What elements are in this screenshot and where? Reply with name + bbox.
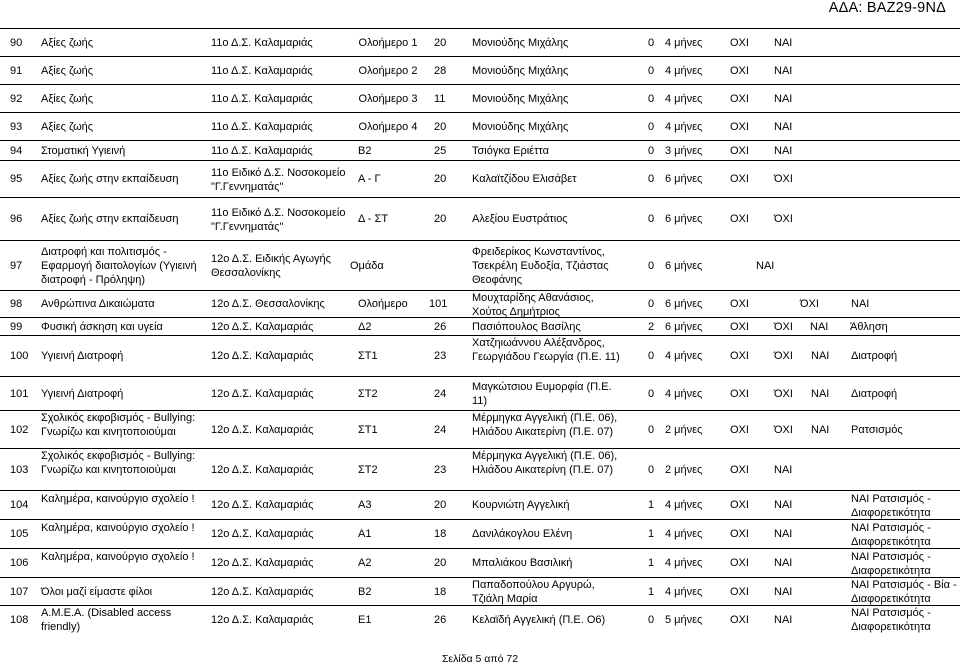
- cell-teacher: Πασιόπουλος Βασίλης: [472, 320, 581, 333]
- cell-teacher: Παπαδοπούλου Αργυρώ, Τζιάλη Μαρία: [472, 579, 595, 605]
- cell-dur: 4 μήνες: [665, 387, 703, 400]
- cell-num: 104: [10, 499, 29, 511]
- cell-f2: ΟΧΙ: [730, 613, 749, 626]
- cell-school: 12ο Δ.Σ. Καλαμαριάς: [211, 387, 314, 400]
- cell-f5: Ρατσισμός: [851, 423, 903, 436]
- cell-f1: 0: [648, 613, 655, 626]
- table-row: [0, 84, 960, 112]
- cell-program: Αξίες ζωής στην εκπαίδευση: [41, 213, 179, 225]
- table-row: [0, 28, 960, 56]
- cell-cls: Β2: [358, 144, 372, 157]
- table-row: [0, 376, 960, 410]
- cell-dur: 4 μήνες: [665, 557, 703, 569]
- cell-f2: ΟΧΙ: [730, 499, 749, 511]
- cell-f2: ΟΧΙ: [730, 213, 749, 225]
- cell-teacher: Μπαλιάκου Βασιλική: [472, 557, 573, 569]
- cell-num: 96: [10, 213, 23, 225]
- cell-f4: ΝΑΙ: [811, 423, 830, 436]
- cell-program: Αξίες ζωής: [41, 120, 94, 133]
- cell-teacher: Μέρμηγκα Αγγελική (Π.Ε. 06), Ηλιάδου Αικατερίνη (Π.Ε. 07): [472, 412, 618, 438]
- cell-dur: 2 μήνες: [665, 463, 703, 476]
- cell-program: Υγιεινή Διατροφή: [41, 387, 124, 400]
- page-footer: Σελίδα 5 από 72: [441, 653, 519, 665]
- cell-f3: ΌΧΙ: [774, 320, 793, 333]
- cell-f1: 1: [648, 499, 655, 511]
- cell-school: 12ο Δ.Σ. Καλαμαριάς: [211, 350, 314, 362]
- cell-num: 92: [10, 92, 23, 105]
- cell-dur: 2 μήνες: [665, 423, 703, 436]
- cell-f3: ΝΑΙ: [774, 557, 793, 569]
- cell-students: 101: [429, 298, 448, 310]
- cell-program: Διατροφή και πολιτισμός - Εφαρμογή διαιτολογίων (Υγιεινή διατροφή - Πρόληψη): [41, 246, 197, 286]
- cell-program: Στοματική Υγιεινή: [41, 144, 126, 157]
- cell-f1: 0: [648, 463, 655, 476]
- cell-teacher: Αλεξίου Ευστράτιος: [472, 213, 568, 225]
- table-row: [0, 548, 960, 577]
- cell-school: 12ο Δ.Σ. Καλαμαριάς: [211, 613, 314, 626]
- cell-students: 20: [434, 557, 447, 569]
- cell-students: 24: [434, 423, 447, 436]
- cell-cls: Δ2: [358, 320, 372, 333]
- table-row: [0, 140, 960, 160]
- cell-students: 18: [434, 585, 447, 598]
- cell-school: 11ο Δ.Σ. Καλαμαριάς: [211, 144, 313, 157]
- cell-teacher: Φρειδερίκος Κωνσταντίνος, Τσεκρέλη Ευδοξία, Τζιάστας Θεοφάνης: [472, 246, 609, 286]
- cell-school: 12ο Δ.Σ. Καλαμαριάς: [211, 557, 314, 569]
- cell-teacher: Τσιόγκα Εριέττα: [472, 144, 549, 157]
- cell-students: 18: [434, 528, 447, 540]
- cell-dur: 5 μήνες: [665, 613, 703, 626]
- cell-f4: ΝΑΙ: [811, 387, 830, 400]
- cell-f2: ΟΧΙ: [730, 557, 749, 569]
- cell-dur: 4 μήνες: [665, 499, 703, 511]
- cell-f3: ΝΑΙ: [774, 92, 793, 105]
- cell-cls: ΣΤ1: [358, 423, 378, 436]
- table-row: [0, 112, 960, 140]
- cell-school: 11ο Ειδικό Δ.Σ. Νοσοκομείο "Γ.Γεννηματάς": [211, 166, 346, 193]
- cell-teacher: Κουρνιώτη Αγγελική: [472, 499, 570, 511]
- cell-students: 23: [434, 350, 447, 362]
- cell-dur: 3 μήνες: [665, 144, 703, 157]
- cell-f3: ΝΑΙ: [774, 613, 793, 626]
- table-row: [0, 410, 960, 448]
- cell-teacher: Μονιούδης Μιχάλης: [472, 92, 569, 105]
- cell-f2: ΟΧΙ: [730, 387, 749, 400]
- cell-dur: 4 μήνες: [665, 92, 703, 105]
- cell-teacher: Μονιούδης Μιχάλης: [472, 64, 569, 77]
- cell-students: 23: [434, 463, 447, 476]
- cell-num: 108: [10, 613, 29, 626]
- cell-f1: 0: [648, 423, 655, 436]
- table-row: [0, 240, 960, 290]
- cell-cls: Ολοήμερο: [358, 298, 408, 310]
- cell-f6: ΝΑΙ Ρατσισμός - Διαφορετικότητα: [851, 607, 931, 633]
- table-row: [0, 160, 960, 197]
- cell-f1: 1: [648, 528, 655, 540]
- cell-f2: ΟΧΙ: [730, 173, 749, 185]
- cell-school: 12ο Δ.Σ. Καλαμαριάς: [211, 423, 314, 436]
- cell-f6: ΝΑΙ Ρατσισμός - Διαφορετικότητα: [851, 492, 931, 519]
- cell-program: Αξίες ζωής: [41, 36, 94, 49]
- cell-cls: Ολοήμερο 4: [358, 121, 418, 133]
- cell-f1: 0: [648, 173, 655, 185]
- cell-teacher: Μαγκώτσιου Ευμορφία (Π.Ε. 11): [472, 381, 612, 407]
- cell-school: 11ο Δ.Σ. Καλαμαριάς: [211, 64, 313, 77]
- cell-program: Φυσική άσκηση και υγεία: [41, 320, 163, 333]
- cell-program: Αξίες ζωής: [41, 92, 94, 105]
- cell-f1: 2: [648, 320, 655, 333]
- cell-f3: ΝΑΙ: [774, 528, 793, 540]
- cell-program: Σχολικός εκφοβισμός - Bullying: Γνωρίζω και κινητοποιούμαι: [41, 412, 196, 438]
- cell-num: 94: [10, 144, 23, 157]
- cell-students: 26: [434, 320, 447, 333]
- cell-school: 12ο Δ.Σ. Ειδικής Αγωγής Θεσσαλονίκης: [211, 253, 331, 279]
- cell-school: 11ο Δ.Σ. Καλαμαριάς: [211, 36, 313, 49]
- cell-f2: ΝΑΙ: [756, 259, 775, 272]
- cell-program: Σχολικός εκφοβισμός - Bullying: Γνωρίζω και κινητοποιούμαι: [41, 450, 196, 476]
- cell-school: 12ο Δ.Σ. Καλαμαριάς: [211, 320, 314, 333]
- cell-cls: Ολοήμερο 3: [358, 93, 418, 105]
- cell-teacher: Καλαϊτζίδου Ελισάβετ: [472, 173, 577, 185]
- cell-teacher: Μονιούδης Μιχάλης: [472, 120, 569, 133]
- cell-dur: 4 μήνες: [665, 120, 703, 133]
- cell-cls: Δ - ΣΤ: [358, 213, 389, 225]
- table-row: [0, 290, 960, 317]
- cell-school: 11ο Ειδικό Δ.Σ. Νοσοκομείο "Γ.Γεννηματάς": [211, 206, 346, 233]
- cell-dur: 6 μήνες: [665, 259, 703, 272]
- cell-cls: Ομάδα: [350, 259, 384, 272]
- cell-teacher: Μονιούδης Μιχάλης: [472, 36, 569, 49]
- cell-program: Καλημέρα, καινούργιο σχολείο !: [41, 550, 195, 563]
- cell-students: 20: [434, 120, 447, 133]
- table-row: [0, 56, 960, 84]
- cell-f1: 0: [648, 298, 655, 310]
- cell-num: 107: [10, 585, 29, 598]
- cell-teacher: Δανιλάκογλου Ελένη: [472, 528, 573, 540]
- cell-f3: ΝΑΙ: [774, 499, 793, 511]
- cell-cls: Β2: [358, 585, 372, 598]
- cell-cls: Α2: [358, 557, 372, 569]
- cell-school: 12ο Δ.Σ. Καλαμαριάς: [211, 463, 314, 476]
- cell-f2: ΟΧΙ: [730, 298, 749, 310]
- cell-num: 105: [10, 528, 29, 540]
- cell-school: 12ο Δ.Σ. Καλαμαριάς: [211, 585, 314, 598]
- cell-program: Όλοι μαζί είμαστε φίλοι: [41, 585, 153, 598]
- cell-f6: ΝΑΙ Ρατσισμός - Βία - Διαφορετικότητα: [851, 579, 957, 605]
- table-row: [0, 577, 960, 605]
- cell-f2: ΟΧΙ: [730, 423, 749, 436]
- cell-f3: ΌΧΙ: [774, 387, 793, 400]
- cell-num: 98: [10, 298, 23, 310]
- cell-f3: ΝΑΙ: [774, 64, 793, 77]
- cell-program: Καλημέρα, καινούργιο σχολείο !: [41, 492, 195, 505]
- cell-f3: ΝΑΙ: [774, 463, 793, 476]
- cell-f3: ΌΧΙ: [774, 350, 793, 362]
- cell-f5: Άθληση: [850, 320, 888, 333]
- cell-school: 12ο Δ.Σ. Καλαμαριάς: [211, 528, 314, 540]
- cell-program: Α.Μ.Ε.Α. (Disabled access friendly): [41, 607, 172, 633]
- cell-f3: ΌΧΙ: [774, 173, 793, 185]
- cell-f2: ΟΧΙ: [730, 320, 749, 333]
- cell-dur: 6 μήνες: [665, 213, 703, 225]
- cell-num: 101: [10, 387, 29, 400]
- cell-dur: 6 μήνες: [665, 173, 703, 185]
- cell-f2: ΟΧΙ: [730, 528, 749, 540]
- cell-f1: 0: [648, 213, 655, 225]
- cell-school: 11ο Δ.Σ. Καλαμαριάς: [211, 120, 313, 133]
- cell-students: 24: [434, 387, 447, 400]
- cell-dur: 6 μήνες: [665, 298, 703, 310]
- cell-dur: 4 μήνες: [665, 350, 703, 362]
- cell-cls: ΣΤ1: [358, 350, 378, 362]
- cell-cls: ΣΤ2: [358, 463, 378, 476]
- table-row: [0, 490, 960, 519]
- cell-program: Ανθρώπινα Δικαιώματα: [41, 298, 155, 310]
- cell-f4: ΝΑΙ: [851, 298, 870, 310]
- cell-f1: 0: [648, 64, 655, 77]
- cell-students: 20: [434, 499, 447, 511]
- table-row: [0, 335, 960, 376]
- table-row: [0, 605, 960, 633]
- cell-f1: 0: [648, 259, 655, 272]
- cell-f2: ΟΧΙ: [730, 64, 749, 77]
- cell-f2: ΟΧΙ: [730, 120, 749, 133]
- cell-f1: 0: [648, 120, 655, 133]
- cell-num: 102: [10, 423, 29, 436]
- cell-num: 103: [10, 463, 29, 476]
- cell-cls: Α - Γ: [358, 173, 381, 185]
- cell-dur: 4 μήνες: [665, 528, 703, 540]
- cell-f4: ΝΑΙ: [810, 320, 829, 333]
- cell-dur: 4 μήνες: [665, 585, 703, 598]
- cell-program: Αξίες ζωής στην εκπαίδευση: [41, 173, 179, 185]
- cell-f3: ΝΑΙ: [774, 144, 793, 157]
- cell-school: 11ο Δ.Σ. Καλαμαριάς: [211, 92, 313, 105]
- cell-f2: ΟΧΙ: [730, 36, 749, 49]
- cell-program: Υγιεινή Διατροφή: [41, 350, 124, 362]
- cell-teacher: Κελαϊδή Αγγελική (Π.Ε. Ο6): [472, 613, 606, 626]
- cell-num: 99: [10, 320, 23, 333]
- cell-num: 106: [10, 557, 29, 569]
- cell-f3: ΝΑΙ: [774, 120, 793, 133]
- cell-f1: 0: [648, 350, 655, 362]
- cell-students: 20: [434, 36, 447, 49]
- cell-num: 93: [10, 120, 23, 133]
- cell-num: 90: [10, 36, 23, 49]
- cell-f2: ΟΧΙ: [730, 585, 749, 598]
- cell-cls: Ε1: [358, 613, 372, 626]
- cell-f1: 1: [648, 585, 655, 598]
- cell-f1: 0: [648, 92, 655, 105]
- cell-cls: Ολοήμερο 1: [358, 37, 418, 49]
- cell-teacher: Μουχταρίδης Αθανάσιος, Χούτος Δημήτριος: [472, 292, 594, 318]
- table-row: [0, 317, 960, 335]
- cell-students: 20: [434, 213, 447, 225]
- cell-f6: ΝΑΙ Ρατσισμός - Διαφορετικότητα: [851, 521, 931, 548]
- cell-num: 95: [10, 173, 23, 185]
- cell-dur: 4 μήνες: [665, 64, 703, 77]
- cell-f2: ΟΧΙ: [730, 92, 749, 105]
- cell-f1: 0: [648, 36, 655, 49]
- cell-students: 26: [434, 613, 447, 626]
- cell-num: 97: [10, 259, 23, 272]
- cell-f4: ΝΑΙ: [811, 350, 830, 362]
- cell-f1: 0: [648, 387, 655, 400]
- table-row: [0, 197, 960, 240]
- cell-cls: Ολοήμερο 2: [358, 65, 418, 77]
- cell-school: 12ο Δ.Σ. Καλαμαριάς: [211, 499, 314, 511]
- cell-f5: Διατροφή: [851, 387, 898, 400]
- cell-students: 11: [434, 92, 446, 105]
- cell-teacher: Μέρμηγκα Αγγελική (Π.Ε. 06), Ηλιάδου Αικατερίνη (Π.Ε. 07): [472, 450, 618, 476]
- cell-num: 91: [10, 64, 23, 77]
- cell-f3: ΌΧΙ: [800, 298, 819, 310]
- cell-cls: Α1: [358, 528, 372, 540]
- cell-f6: ΝΑΙ Ρατσισμός - Διαφορετικότητα: [851, 550, 931, 577]
- cell-f2: ΟΧΙ: [730, 350, 749, 362]
- cell-cls: ΣΤ2: [358, 387, 378, 400]
- cell-f3: ΌΧΙ: [774, 213, 793, 225]
- cell-dur: 6 μήνες: [665, 320, 703, 333]
- cell-cls: Α3: [358, 499, 372, 511]
- cell-f3: ΝΑΙ: [774, 585, 793, 598]
- cell-f3: ΌΧΙ: [774, 423, 793, 436]
- cell-students: 28: [434, 64, 447, 77]
- cell-f2: ΟΧΙ: [730, 463, 749, 476]
- cell-f5: Διατροφή: [851, 350, 898, 362]
- cell-students: 20: [434, 173, 447, 185]
- cell-f2: ΟΧΙ: [730, 144, 749, 157]
- table-row: [0, 519, 960, 548]
- cell-program: Καλημέρα, καινούργιο σχολείο !: [41, 521, 195, 534]
- cell-f1: 0: [648, 144, 655, 157]
- ada-code: ΑΔΑ: ΒΑΖ29-9ΝΔ: [828, 0, 946, 16]
- cell-program: Αξίες ζωής: [41, 64, 94, 77]
- cell-school: 12ο Δ.Σ. Θεσσαλονίκης: [211, 298, 325, 310]
- cell-dur: 4 μήνες: [665, 36, 703, 49]
- cell-teacher: Χατζηιωάννου Αλέξανδρος, Γεωργιάδου Γεωργία (Π.Ε. 11): [472, 337, 620, 363]
- cell-f1: 1: [648, 557, 655, 569]
- cell-f3: ΝΑΙ: [774, 36, 793, 49]
- cell-students: 25: [434, 144, 447, 157]
- cell-num: 100: [10, 350, 29, 362]
- table-row: [0, 448, 960, 490]
